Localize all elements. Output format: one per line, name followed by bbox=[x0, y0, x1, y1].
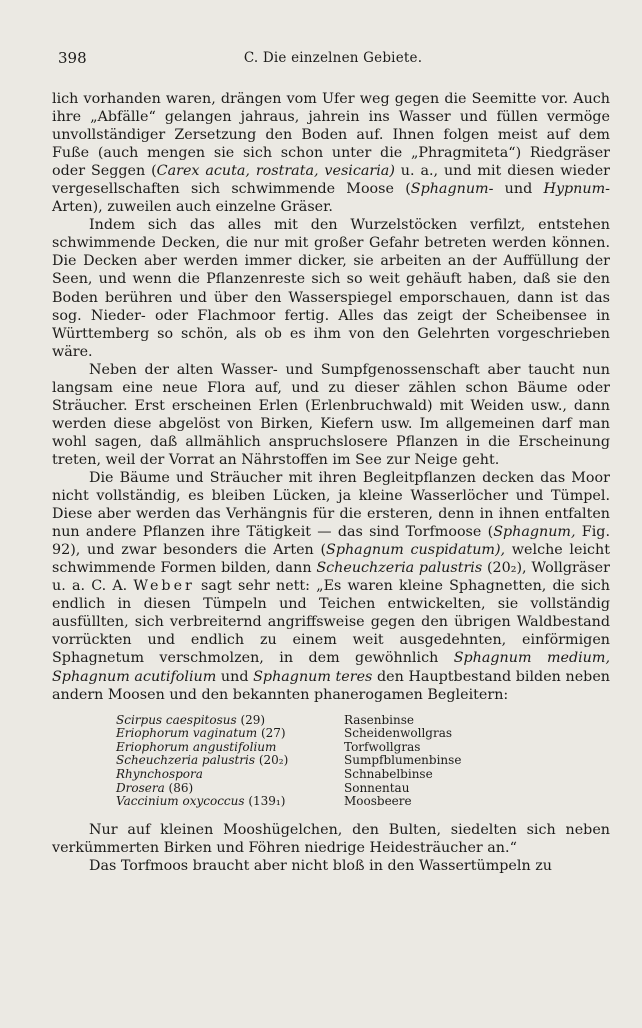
italic-term: Scheuchzeria palustris bbox=[316, 560, 483, 577]
body-text bbox=[52, 90, 610, 875]
italic-term: Sphagnum, bbox=[493, 524, 576, 541]
text-segment: Die Bäume und Sträucher mit ihren Begleitpflanzen decken das Moor nicht vollständig, es bleiben Lücken, ja kleine Wasserlöcher und Tümpel. Diese aber werden das Verhängnis für die ersteren, denn in ihnen entfalten nun andere Pflanzen ihre Tätigkeit — das sind Torfmoose ( bbox=[52, 469, 610, 541]
text-segment: Neben der alten Wasser- und Sumpfgenossenschaft aber taucht nun langsam eine neue Flora auf, und zu dieser zählen schon Bäume oder Sträucher. Erst erscheinen Erlen (Erlenbruchwald) mit Weiden usw., dann werden diese abgelöst von Birken, Kiefern usw. Im allgemeinen darf man wohl sagen, daß allmählich anspruchslosere Pflanzen in die Erscheinung treten, weil der Vorrat an Nährstoffen im See zur Neige geht. bbox=[52, 361, 610, 468]
text-segment: Indem sich das alles mit den Wurzelstöcken verfilzt, entstehen schwimmende Decken, die nur mit großer Gefahr betreten werden können. Die Decken aber werden immer dicker, sie arbeiten an der Auffüllung der Seen, und wenn die Pflanzenreste sich so weit gehäuft haben, daß sie den Boden berühren und über den Wasserspiegel emporschauen, dann ist das sog. Nieder- oder Flachmoor fertig. Alles das zeigt der Scheibensee in Württemberg so schön, als ob es ihm von den Gelehrten vorgeschrieben wäre. bbox=[52, 217, 610, 360]
text-segment: und bbox=[216, 668, 254, 685]
text-segment: Nur auf kleinen Mooshügelchen, den Bulten, siedelten sich neben verkümmerten Birken und Föhren niedrige Heidesträucher an.“ bbox=[52, 821, 610, 856]
paragraph bbox=[52, 361, 610, 469]
text-segment: den Hauptbestand bilden neben andern Moosen und den bekannten phanerogamen Begleitern: bbox=[52, 668, 610, 703]
species-scientific-name bbox=[116, 782, 344, 796]
species-scientific-name bbox=[116, 727, 344, 741]
species-reference: (139₁) bbox=[244, 794, 286, 809]
species-common-name: Torfwollgras bbox=[344, 739, 421, 754]
closing-paragraphs bbox=[52, 821, 610, 875]
paragraph bbox=[52, 857, 610, 875]
species-name: Scirpus caespitosus bbox=[116, 712, 237, 727]
species-scientific-name bbox=[116, 714, 344, 728]
italic-term: Carex acuta, rostrata, vesicaria) bbox=[156, 163, 395, 180]
text-segment: -Arten), zuweilen auch einzelne Gräser. bbox=[52, 181, 610, 216]
text-segment: (20₂), Wollgräser u. a. C. A. bbox=[52, 560, 610, 595]
species-name: Eriophorum vaginatum bbox=[116, 726, 258, 741]
paragraph bbox=[52, 469, 610, 704]
species-reference: (86) bbox=[164, 780, 194, 795]
species-common-name: Schnabelbinse bbox=[344, 766, 433, 781]
species-scientific-name bbox=[116, 754, 344, 768]
paragraphs bbox=[52, 90, 610, 704]
text-segment: u. a., und mit diesen wieder vergesellschaften sich schwimmende Moose ( bbox=[52, 163, 610, 198]
page-number: 398 bbox=[58, 49, 87, 67]
species-common-name: Sumpfblumenbinse bbox=[344, 753, 462, 768]
running-head: C. Die einzelnen Gebiete. bbox=[243, 50, 423, 66]
text-segment: Fig. 92), und zwar besonders die Arten ( bbox=[52, 524, 610, 559]
italic-term: Sphagnum medium, Sphagnum acutifolium bbox=[52, 650, 610, 685]
text-segment: welche leicht schwimmende Formen bilden, dann bbox=[52, 542, 610, 577]
paragraph bbox=[52, 216, 610, 360]
species-reference: (29) bbox=[236, 712, 266, 727]
species-common-name: Scheidenwollgras bbox=[344, 726, 453, 741]
text-segment: lich vorhanden waren, drängen vom Ufer weg gegen die Seemitte vor. Auch ihre „Abfälle“ gelangen jahraus, jahrein ins Wasser und füllen vermöge unvollständiger Zersetzung den Boden auf. Ihnen folgen meist auf dem Fuße (auch mengen sie sich schon unter die „Phragmiteta“) Riedgräser oder Seggen ( bbox=[52, 91, 610, 180]
paragraph bbox=[52, 821, 610, 857]
species-common-name: Rasenbinse bbox=[344, 712, 414, 727]
text-segment: und bbox=[493, 181, 544, 198]
italic-term: Sphagnum cuspidatum), bbox=[326, 542, 506, 559]
paragraph bbox=[52, 90, 610, 216]
page-header bbox=[58, 49, 608, 71]
species-name: Vaccinium oxycoccus bbox=[116, 794, 245, 809]
italic-term: Sphagnum- bbox=[410, 181, 494, 198]
text-segment: Das Torfmoos braucht aber nicht bloß in den Wassertümpeln zu bbox=[89, 857, 552, 874]
spaced-name: Weber bbox=[133, 578, 195, 595]
italic-term: Hypnum bbox=[543, 181, 606, 198]
text-segment: sagt sehr nett: „Es waren kleine Sphagnetten, die sich endlich in diesen Tümpeln und Teichen entwickelten, sie vollständig ausfüllten, sich verbreiternd angriffsweise gegen den übrigen Waldbestand vorrückten und endlich zu einem weit ausgedehnten, einförmigen Sphagnetum verschmolzen, in dem gewöhnlich bbox=[52, 578, 611, 667]
species-name: Eriophorum angustifolium bbox=[116, 739, 277, 754]
species-reference: (27) bbox=[257, 726, 286, 741]
species-scientific-name bbox=[116, 741, 344, 755]
species-name: Drosera bbox=[116, 780, 165, 795]
species-scientific-name bbox=[116, 768, 344, 782]
species-scientific-name bbox=[116, 795, 344, 809]
species-name: Rhynchospora bbox=[116, 766, 203, 781]
species-common-name: Moosbeere bbox=[344, 794, 412, 809]
species-reference: (20₂) bbox=[255, 753, 289, 768]
italic-term: Sphagnum teres bbox=[253, 668, 373, 685]
species-list bbox=[52, 714, 610, 809]
species-common-name: Sonnentau bbox=[344, 780, 410, 795]
species-name: Scheuchzeria palustris bbox=[116, 753, 256, 768]
